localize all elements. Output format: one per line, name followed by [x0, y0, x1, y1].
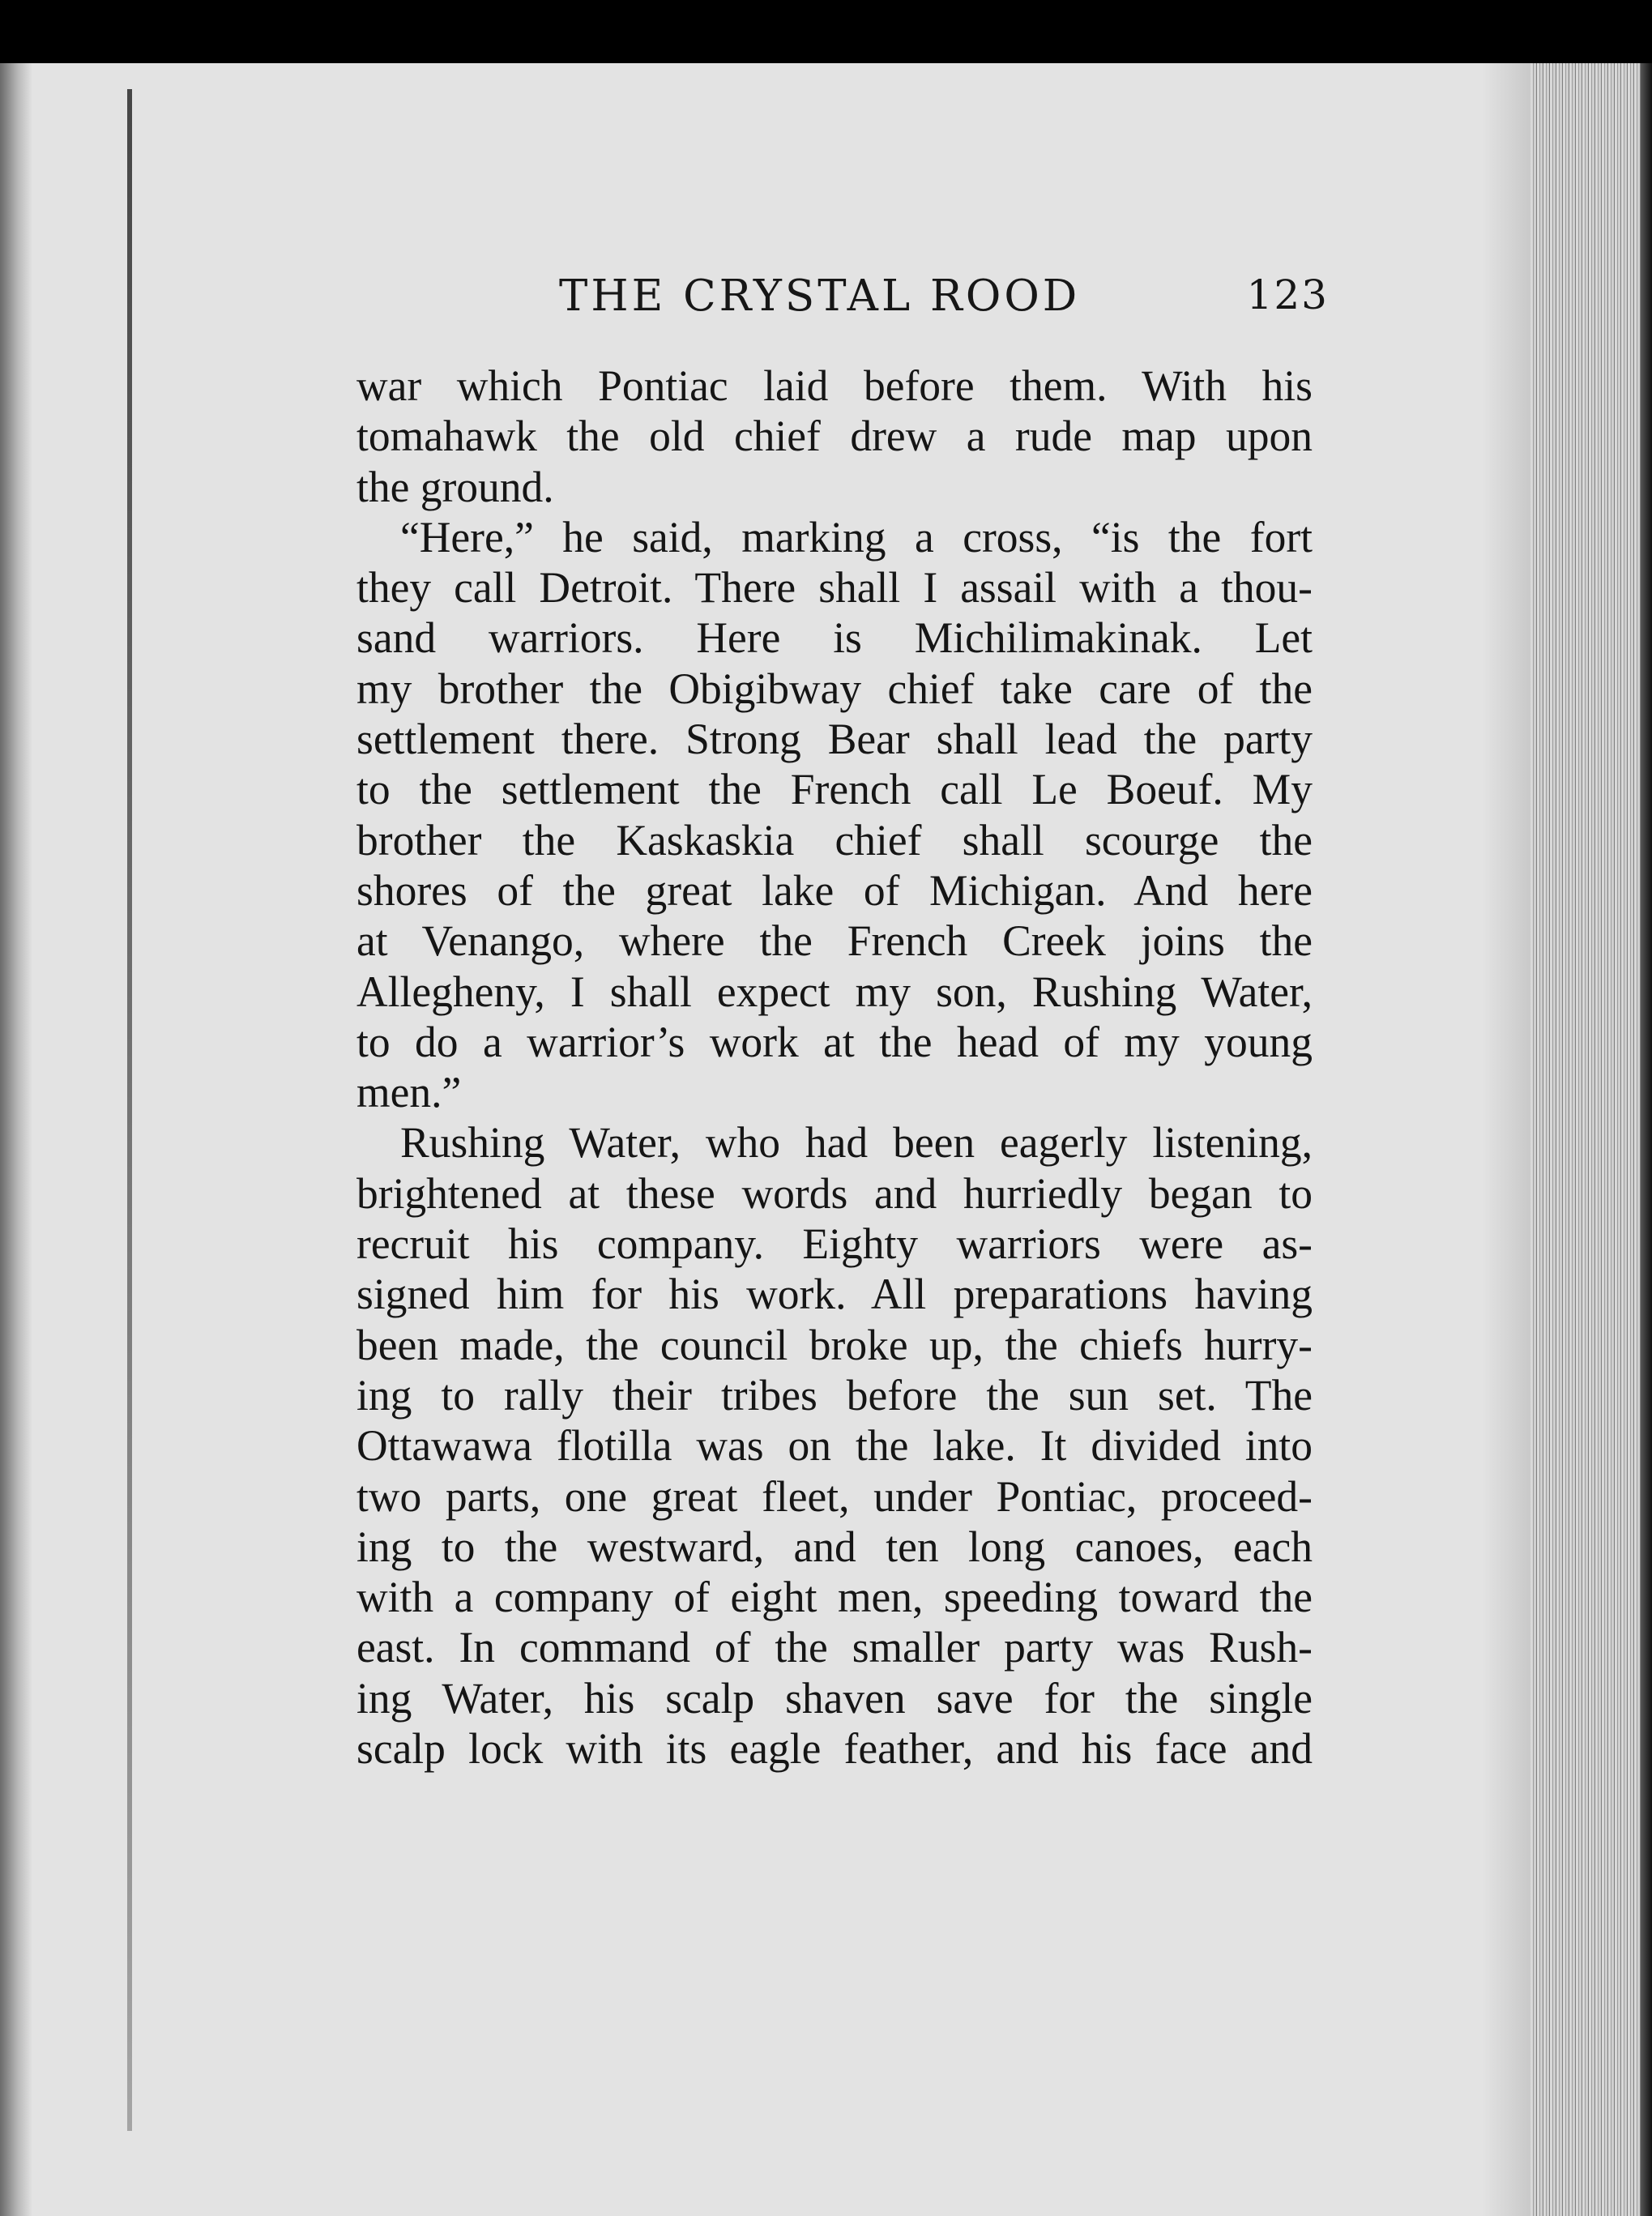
text-line: settlement there. Strong Bear shall lead the party — [356, 715, 1313, 764]
text-line: ing to the westward, and ten long canoes, each — [356, 1522, 1313, 1571]
text-line: two parts, one great fleet, under Pontiac, proceed- — [356, 1471, 1313, 1521]
running-head — [559, 271, 1329, 336]
text-line: my brother the Obigibway chief take care of the — [356, 664, 1313, 713]
running-title: THE CRYSTAL ROOD — [559, 271, 1081, 321]
body-text — [356, 361, 1313, 1774]
text-line: to do a warrior’s work at the head of my young — [356, 1017, 1313, 1066]
book-cover-edge — [1641, 63, 1652, 2216]
text-line: recruit his company. Eighty warriors were as- — [356, 1219, 1313, 1269]
text-line: to the settlement the French call Le Boeuf. My — [356, 765, 1313, 814]
text-line: ing to rally their tribes before the sun set. The — [356, 1370, 1313, 1420]
text-line: east. In command of the smaller party was Rush- — [356, 1623, 1313, 1672]
text-line: ing Water, his scalp shaven save for the single — [356, 1673, 1313, 1723]
facing-page-edge — [127, 89, 132, 2131]
text-line: war which Pontiac laid before them. With his — [356, 361, 1313, 410]
page-number: 123 — [1246, 271, 1329, 318]
text-line: Rushing Water, who had been eagerly listening, — [400, 1118, 1313, 1168]
text-line: with a company of eight men, speeding toward the — [356, 1573, 1313, 1622]
gutter-shadow — [0, 63, 32, 2216]
text-line: they call Detroit. There shall I assail with a thou- — [356, 563, 1313, 613]
text-line: at Venango, where the French Creek joins the — [356, 916, 1313, 966]
page-edge-shading — [1482, 63, 1530, 2216]
text-line: tomahawk the old chief drew a rude map upon — [356, 412, 1313, 461]
text-line: been made, the council broke up, the chiefs hurry- — [356, 1320, 1313, 1369]
page-stack-edges — [1530, 63, 1652, 2216]
text-line: the ground. — [356, 462, 554, 511]
text-line: brother the Kaskaskia chief shall scourge the — [356, 815, 1313, 865]
text-line: men.” — [356, 1068, 462, 1117]
text-line: brightened at these words and hurriedly began to — [356, 1168, 1313, 1218]
text-line: “Here,” he said, marking a cross, “is the fort — [400, 512, 1313, 561]
text-line: sand warriors. Here is Michilimakinak. Let — [356, 613, 1313, 663]
text-line: Allegheny, I shall expect my son, Rushing Water, — [356, 967, 1313, 1016]
text-line: signed him for his work. All preparations having — [356, 1270, 1313, 1319]
text-line: shores of the great lake of Michigan. And here — [356, 865, 1313, 915]
text-line: Ottawawa flotilla was on the lake. It divided into — [356, 1421, 1313, 1471]
text-line: scalp lock with its eagle feather, and his face and — [356, 1724, 1313, 1774]
